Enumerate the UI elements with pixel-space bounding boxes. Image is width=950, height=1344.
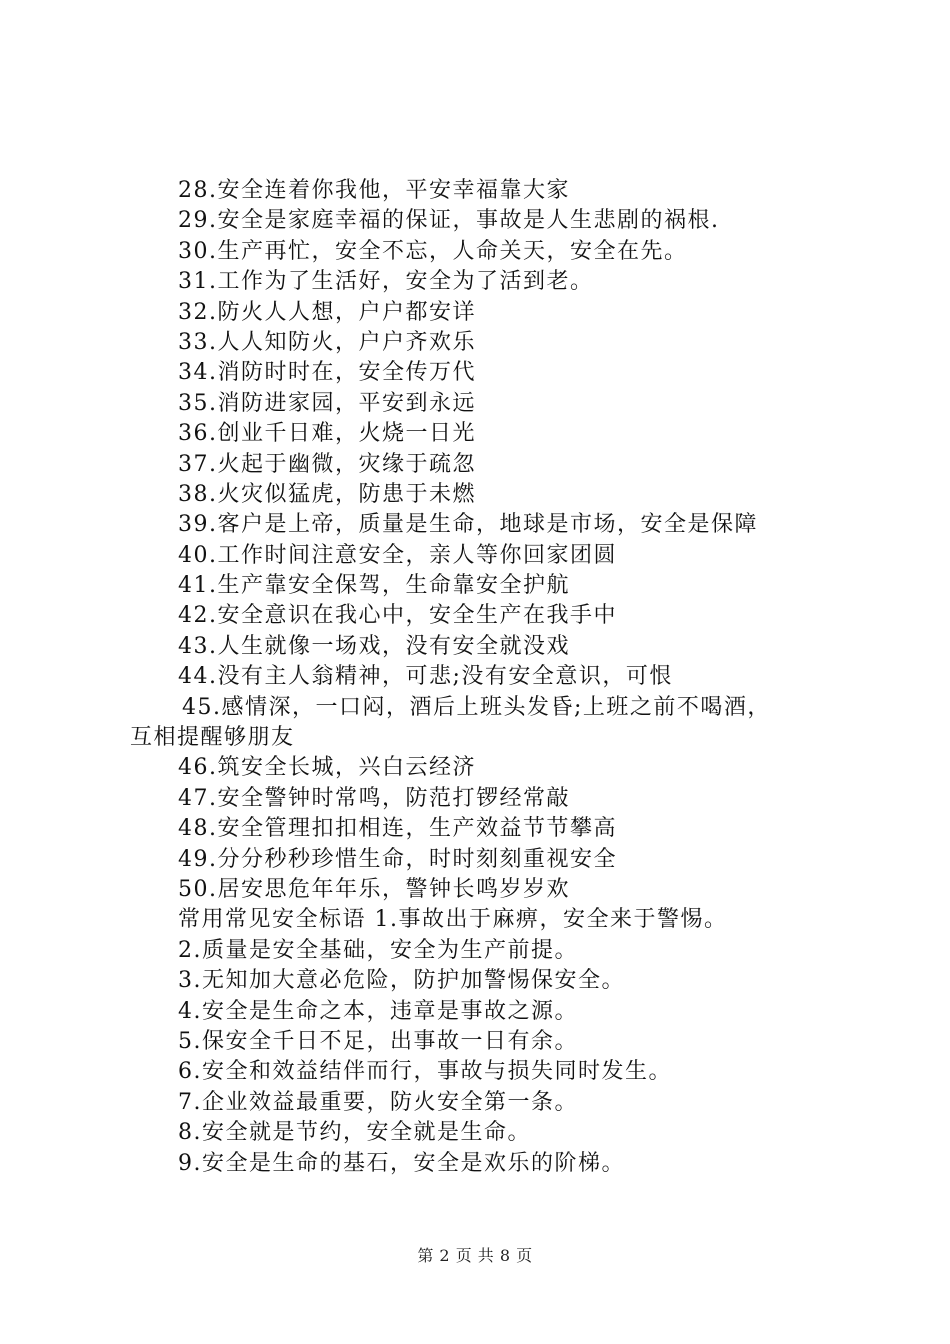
text-line: 5.保安全千日不足，出事故一日有余。 (178, 1028, 578, 1054)
text-line: 43.人生就像一场戏，没有安全就没戏 (178, 633, 570, 659)
text-line: 39.客户是上帝，质量是生命，地球是市场，安全是保障 (178, 512, 758, 538)
text-line: 7.企业效益最重要，防火安全第一条。 (178, 1089, 578, 1115)
text-line: 9.安全是生命的基石，安全是欢乐的阶梯。 (178, 1150, 625, 1176)
text-line: 31.工作为了生活好，安全为了活到老。 (178, 269, 594, 295)
text-line: 49.分分秒秒珍惜生命，时时刻刻重视安全 (178, 846, 617, 872)
text-line: 46.筑安全长城，兴白云经济 (178, 755, 476, 781)
text-line: 互相提醒够朋友 (130, 725, 295, 751)
text-line: 40.工作时间注意安全，亲人等你回家团圆 (178, 542, 617, 568)
text-line: 38.火灾似猛虎，防患于未燃 (178, 481, 476, 507)
text-line: 34.消防时时在，安全传万代 (178, 360, 476, 386)
text-line: 44.没有主人翁精神，可悲;没有安全意识，可恨 (178, 664, 673, 690)
text-line: 37.火起于幽微，灾缘于疏忽 (178, 451, 476, 477)
text-line: 29.安全是家庭幸福的保证，事故是人生悲剧的祸根. (178, 208, 720, 234)
text-line: 42.安全意识在我心中，安全生产在我手中 (178, 603, 617, 629)
text-line: 常用常见安全标语 1.事故出于麻痹，安全来于警惕。 (178, 907, 728, 933)
text-line: 32.防火人人想，户户都安详 (178, 299, 476, 325)
text-line: 8.安全就是节约，安全就是生命。 (178, 1120, 531, 1146)
text-line: 30.生产再忙，安全不忘，人命关天，安全在先。 (178, 238, 688, 264)
text-line: 3.无知加大意必危险，防护加警惕保安全。 (178, 968, 625, 994)
page-number: 第 2 页 共 8 页 (417, 1246, 533, 1265)
text-line: 45.感情深，一口闷，酒后上班头发昏;上班之前不喝酒， (182, 694, 771, 720)
text-line: 47.安全警钟时常鸣，防范打锣经常敲 (178, 785, 570, 811)
text-line: 4.安全是生命之本，违章是事故之源。 (178, 998, 578, 1024)
text-line: 6.安全和效益结伴而行，事故与损失同时发生。 (178, 1059, 672, 1085)
text-line: 35.消防进家园，平安到永远 (178, 390, 476, 416)
slogan-list (0, 176, 950, 1179)
text-line: 41.生产靠安全保驾，生命靠安全护航 (178, 573, 570, 599)
text-line: 36.创业千日难，火烧一日光 (178, 421, 476, 447)
text-line: 33.人人知防火，户户齐欢乐 (178, 329, 476, 355)
text-line: 28.安全连着你我他，平安幸福靠大家 (178, 178, 570, 203)
text-line: 2.质量是安全基础，安全为生产前提。 (178, 937, 578, 963)
text-line: 48.安全管理扣扣相连，生产效益节节攀高 (178, 816, 617, 842)
text-line: 50.居安思危年年乐，警钟长鸣岁岁欢 (178, 876, 570, 902)
